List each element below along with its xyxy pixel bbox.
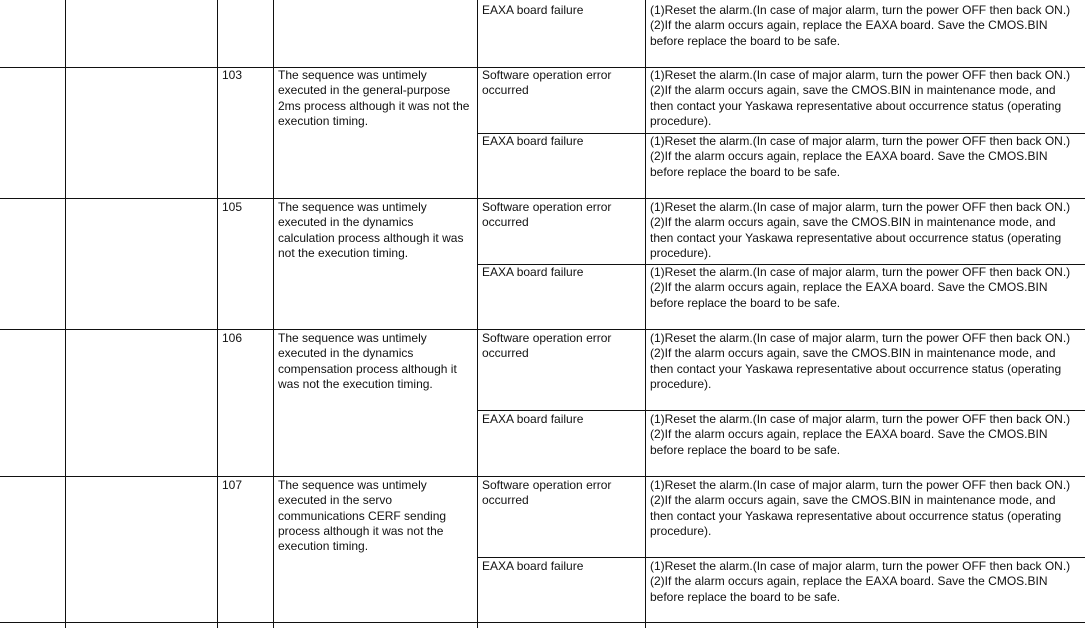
cause-cell: EAXA board failure <box>482 3 584 17</box>
row-divider <box>0 198 1085 199</box>
cause-cell: EAXA board failure <box>482 265 584 279</box>
remedy-cell: (1)Reset the alarm.(In case of major alarm, turn the power OFF then back ON.) (2)If the alarm occurs again, save the CMOS.BIN in maintenance mode, and then contact your Yaskawa representative about occurrence status (operating procedure). <box>650 331 1071 391</box>
remedy-cell: (1)Reset the alarm.(In case of major alarm, turn the power OFF then back ON.) (2)If the alarm occurs again, replace the EAXA board. Save the CMOS.BIN before replace the board to be safe. <box>650 559 1071 604</box>
column-divider <box>65 0 66 628</box>
column-divider <box>645 0 646 628</box>
row-divider <box>477 557 1085 558</box>
cause-cell: EAXA board failure <box>482 134 584 148</box>
cause-cell: EAXA board failure <box>482 559 584 573</box>
remedy-cell: (1)Reset the alarm.(In case of major alarm, turn the power OFF then back ON.) (2)If the alarm occurs again, save the CMOS.BIN in maintenance mode, and then contact your Yaskawa representative about occurrence status (operating procedure). <box>650 478 1071 538</box>
alarm-code-cell: 106 <box>222 331 243 345</box>
column-divider <box>477 0 478 628</box>
row-divider <box>0 476 1085 477</box>
cause-cell: Software operation error occurred <box>482 331 612 361</box>
cause-cell: Software operation error occurred <box>482 478 612 508</box>
remedy-cell: (1)Reset the alarm.(In case of major alarm, turn the power OFF then back ON.) (2)If the alarm occurs again, replace the EAXA board. Save the CMOS.BIN before replace the board to be safe. <box>650 134 1071 179</box>
remedy-cell: (1)Reset the alarm.(In case of major alarm, turn the power OFF then back ON.) (2)If the alarm occurs again, replace the EAXA board. Save the CMOS.BIN before replace the board to be safe. <box>650 412 1071 457</box>
description-cell: The sequence was untimely executed in the dynamics compensation process although it was not the execution timing. <box>278 331 457 391</box>
row-divider <box>0 622 1085 623</box>
remedy-cell: (1)Reset the alarm.(In case of major alarm, turn the power OFF then back ON.) (2)If the alarm occurs again, replace the EAXA board. Save the CMOS.BIN before replace the board to be safe. <box>650 3 1071 48</box>
alarm-code-cell: 107 <box>222 478 243 492</box>
row-divider <box>0 329 1085 330</box>
column-divider <box>273 0 274 628</box>
cause-cell: Software operation error occurred <box>482 200 612 230</box>
remedy-cell: (1)Reset the alarm.(In case of major alarm, turn the power OFF then back ON.) (2)If the alarm occurs again, save the CMOS.BIN in maintenance mode, and then contact your Yaskawa representative about occurrence status (operating procedure). <box>650 200 1071 260</box>
remedy-cell: (1)Reset the alarm.(In case of major alarm, turn the power OFF then back ON.) (2)If the alarm occurs again, save the CMOS.BIN in maintenance mode, and then contact your Yaskawa representative about occurrence status (operating procedure). <box>650 68 1071 128</box>
cause-cell: EAXA board failure <box>482 412 584 426</box>
alarm-code-cell: 105 <box>222 200 243 214</box>
column-divider <box>217 0 218 628</box>
remedy-cell: (1)Reset the alarm.(In case of major alarm, turn the power OFF then back ON.) (2)If the alarm occurs again, replace the EAXA board. Save the CMOS.BIN before replace the board to be safe. <box>650 265 1071 310</box>
cause-cell: Software operation error occurred <box>482 68 612 98</box>
alarm-code-cell: 103 <box>222 68 243 82</box>
description-cell: The sequence was untimely executed in the dynamics calculation process although it was not the execution timing. <box>278 200 464 260</box>
description-cell: The sequence was untimely executed in the servo communications CERF sending process although it was not the execution timing. <box>278 478 447 554</box>
description-cell: The sequence was untimely executed in the general-purpose 2ms process although it was not the execution timing. <box>278 68 470 128</box>
row-divider <box>477 410 1085 411</box>
